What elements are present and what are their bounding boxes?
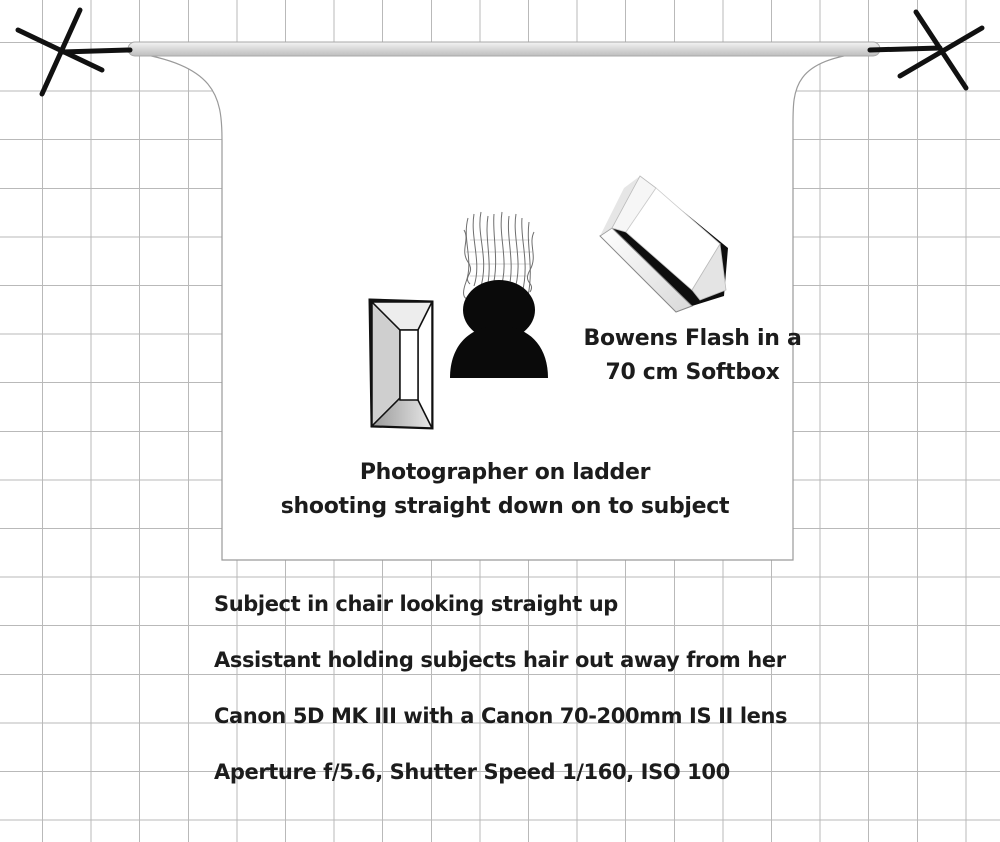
photographer-label-line2: shooting straight down on to subject [280,494,730,519]
info-camera: Canon 5D MK III with a Canon 70-200mm IS II lens [214,704,788,728]
softbox-label [575,322,810,390]
info-assistant: Assistant holding subjects hair out away from her [214,648,786,672]
softbox-label-line1: Bowens Flash in a [583,326,802,351]
left-stand-icon [18,10,130,94]
backdrop-crossbar [128,42,880,56]
right-stand-icon [870,12,982,88]
softbox-label-line2: 70 cm Softbox [605,360,780,385]
photographer-label [230,456,780,524]
info-subject: Subject in chair looking straight up [214,592,618,616]
info-exposure: Aperture f/5.6, Shutter Speed 1/160, ISO 100 [214,760,730,784]
photographer-label-line1: Photographer on ladder [359,460,651,485]
reflector-panel-icon [370,300,432,428]
